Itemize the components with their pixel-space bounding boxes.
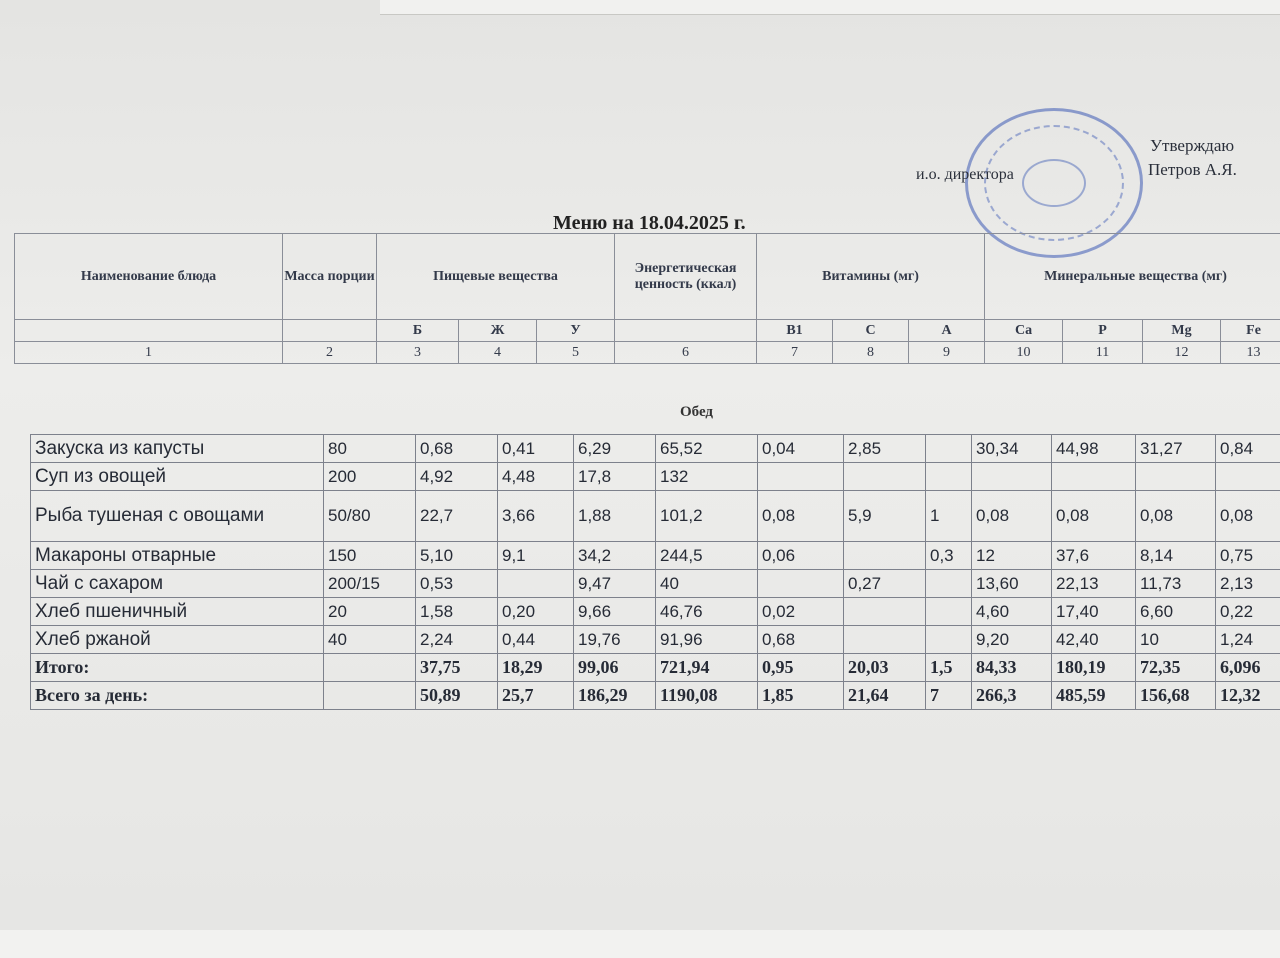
column-number: 7 [757, 342, 833, 364]
table-row [31, 463, 1280, 491]
table-cell: 0,08 [1052, 491, 1136, 542]
table-cell [1216, 463, 1280, 491]
section-title: Обед [680, 404, 714, 420]
page-title: Меню на 18.04.2025 г. [553, 212, 746, 234]
table-cell: 21,64 [844, 682, 926, 710]
stamp-center [1022, 159, 1086, 207]
table-cell: 0,44 [498, 626, 574, 654]
column-number: 8 [833, 342, 909, 364]
table-cell [926, 570, 972, 598]
table-cell: 0,75 [1216, 542, 1280, 570]
table-cell: 6,29 [574, 435, 656, 463]
table-cell: 0,68 [758, 626, 844, 654]
table-cell: 50/80 [324, 491, 416, 542]
header-minerals: Минеральные вещества (мг) [985, 234, 1280, 320]
underlying-sheet [380, 0, 1280, 15]
table-cell: 17,8 [574, 463, 656, 491]
table-cell: 4,48 [498, 463, 574, 491]
table-cell [324, 654, 416, 682]
approval-name: Петров А.Я. [1148, 160, 1237, 179]
header-sub-a: A [909, 320, 985, 342]
header-sub-u: У [537, 320, 615, 342]
table-cell: 3,66 [498, 491, 574, 542]
table-cell: 11,73 [1136, 570, 1216, 598]
dish-name: Чай с сахаром [31, 570, 324, 598]
table-cell: 40 [324, 626, 416, 654]
table-cell: 0,3 [926, 542, 972, 570]
header-sub-mg: Mg [1143, 320, 1221, 342]
table-cell: 0,08 [1216, 491, 1280, 542]
header-sub-zh: Ж [459, 320, 537, 342]
table-cell: 13,60 [972, 570, 1052, 598]
table-cell: 80 [324, 435, 416, 463]
table-cell: 22,7 [416, 491, 498, 542]
column-number: 6 [615, 342, 757, 364]
table-cell: 1,85 [758, 682, 844, 710]
table-cell: 244,5 [656, 542, 758, 570]
dish-name: Макароны отварные [31, 542, 324, 570]
table-cell: 0,84 [1216, 435, 1280, 463]
table-cell: 9,47 [574, 570, 656, 598]
table-cell: 12 [972, 542, 1052, 570]
table-cell: 22,13 [1052, 570, 1136, 598]
table-cell: 2,13 [1216, 570, 1280, 598]
table-cell: 0,41 [498, 435, 574, 463]
table-cell: 101,2 [656, 491, 758, 542]
header-dish: Наименование блюда [15, 234, 283, 320]
column-number: 12 [1143, 342, 1221, 364]
header-sub-ca: Ca [985, 320, 1063, 342]
table-cell: 17,40 [1052, 598, 1136, 626]
table-cell: 721,94 [656, 654, 758, 682]
table-cell: 8,14 [1136, 542, 1216, 570]
header-energy: Энергетическая ценность (ккал) [615, 234, 757, 320]
dish-name: Суп из овощей [31, 463, 324, 491]
table-cell [758, 570, 844, 598]
dish-name: Рыба тушеная с овощами [31, 491, 324, 542]
header-mass: Масса порции [283, 234, 377, 320]
table-cell: 1190,08 [656, 682, 758, 710]
table-row [31, 435, 1280, 463]
dish-name: Закуска из капусты [31, 435, 324, 463]
table-cell: 9,66 [574, 598, 656, 626]
table-cell: 7 [926, 682, 972, 710]
table-cell: 200/15 [324, 570, 416, 598]
column-number: 5 [537, 342, 615, 364]
table-cell: 31,27 [1136, 435, 1216, 463]
table-cell: 180,19 [1052, 654, 1136, 682]
table-cell: 9,20 [972, 626, 1052, 654]
table-cell: 186,29 [574, 682, 656, 710]
table-cell: 0,06 [758, 542, 844, 570]
header-sub-c: C [833, 320, 909, 342]
table-cell: 1,5 [926, 654, 972, 682]
table-cell: 12,32 [1216, 682, 1280, 710]
table-cell: 5,10 [416, 542, 498, 570]
table-cell: 4,92 [416, 463, 498, 491]
table-cell: 0,27 [844, 570, 926, 598]
column-number: 9 [909, 342, 985, 364]
header-sub-empty [15, 320, 283, 342]
table-cell: 0,68 [416, 435, 498, 463]
table-cell: 19,76 [574, 626, 656, 654]
column-number: 11 [1063, 342, 1143, 364]
table-row [31, 542, 1280, 570]
table-row [31, 491, 1280, 542]
table-cell: 0,02 [758, 598, 844, 626]
table-cell [844, 542, 926, 570]
table-row [31, 570, 1280, 598]
totals-row [31, 654, 1280, 682]
table-cell [324, 682, 416, 710]
totals-row [31, 682, 1280, 710]
table-cell: 6,096 [1216, 654, 1280, 682]
table-cell [498, 570, 574, 598]
menu-table [30, 434, 1280, 710]
table-cell: 34,2 [574, 542, 656, 570]
table-cell [926, 463, 972, 491]
table-cell: 50,89 [416, 682, 498, 710]
table-cell: 0,08 [1136, 491, 1216, 542]
approval-label: Утверждаю [1150, 136, 1235, 155]
table-cell [1136, 463, 1216, 491]
table-cell: 0,22 [1216, 598, 1280, 626]
table-cell: 266,3 [972, 682, 1052, 710]
table-cell [844, 626, 926, 654]
header-sub-empty [283, 320, 377, 342]
header-sub-empty [615, 320, 757, 342]
table-cell: 99,06 [574, 654, 656, 682]
table-cell: 1,58 [416, 598, 498, 626]
table-cell: 46,76 [656, 598, 758, 626]
table-cell: 84,33 [972, 654, 1052, 682]
table-cell: 2,24 [416, 626, 498, 654]
column-number: 13 [1221, 342, 1280, 364]
table-cell: 30,34 [972, 435, 1052, 463]
table-cell: 20 [324, 598, 416, 626]
table-cell: 0,08 [972, 491, 1052, 542]
table-cell: 200 [324, 463, 416, 491]
table-cell [926, 626, 972, 654]
column-number: 2 [283, 342, 377, 364]
dish-name: Хлеб ржаной [31, 626, 324, 654]
table-cell: 150 [324, 542, 416, 570]
table-cell: 37,75 [416, 654, 498, 682]
table-cell [1052, 463, 1136, 491]
table-cell [844, 463, 926, 491]
table-row [31, 598, 1280, 626]
column-number: 10 [985, 342, 1063, 364]
table-cell: 37,6 [1052, 542, 1136, 570]
table-cell: 0,08 [758, 491, 844, 542]
table-cell: 9,1 [498, 542, 574, 570]
table-cell: 4,60 [972, 598, 1052, 626]
header-sub-fe: Fe [1221, 320, 1280, 342]
table-cell: 5,9 [844, 491, 926, 542]
table-cell: 10 [1136, 626, 1216, 654]
lower-sheet [0, 930, 1280, 958]
dish-name: Хлеб пшеничный [31, 598, 324, 626]
table-cell: 156,68 [1136, 682, 1216, 710]
table-cell: 485,59 [1052, 682, 1136, 710]
table-cell: 132 [656, 463, 758, 491]
header-table [14, 233, 1280, 364]
table-cell: 25,7 [498, 682, 574, 710]
totals-label: Всего за день: [31, 682, 324, 710]
table-row [31, 626, 1280, 654]
column-number: 1 [15, 342, 283, 364]
table-cell: 0,04 [758, 435, 844, 463]
table-cell [972, 463, 1052, 491]
table-cell: 1 [926, 491, 972, 542]
table-cell: 44,98 [1052, 435, 1136, 463]
header-sub-b: Б [377, 320, 459, 342]
table-cell [926, 435, 972, 463]
table-cell [758, 463, 844, 491]
table-cell [844, 598, 926, 626]
table-cell: 20,03 [844, 654, 926, 682]
table-cell: 40 [656, 570, 758, 598]
header-vitamins: Витамины (мг) [757, 234, 985, 320]
column-number: 4 [459, 342, 537, 364]
column-number: 3 [377, 342, 459, 364]
totals-label: Итого: [31, 654, 324, 682]
table-cell: 18,29 [498, 654, 574, 682]
header-nutrients: Пищевые вещества [377, 234, 615, 320]
table-cell: 65,52 [656, 435, 758, 463]
table-cell: 1,24 [1216, 626, 1280, 654]
header-sub-p: P [1063, 320, 1143, 342]
table-cell: 42,40 [1052, 626, 1136, 654]
header-sub-b1: B1 [757, 320, 833, 342]
table-cell: 1,88 [574, 491, 656, 542]
approval-role: и.о. директора [916, 166, 1014, 183]
table-cell: 0,20 [498, 598, 574, 626]
table-cell: 6,60 [1136, 598, 1216, 626]
table-cell: 2,85 [844, 435, 926, 463]
table-cell: 72,35 [1136, 654, 1216, 682]
table-cell: 0,53 [416, 570, 498, 598]
table-cell: 0,95 [758, 654, 844, 682]
table-cell: 91,96 [656, 626, 758, 654]
table-cell [926, 598, 972, 626]
